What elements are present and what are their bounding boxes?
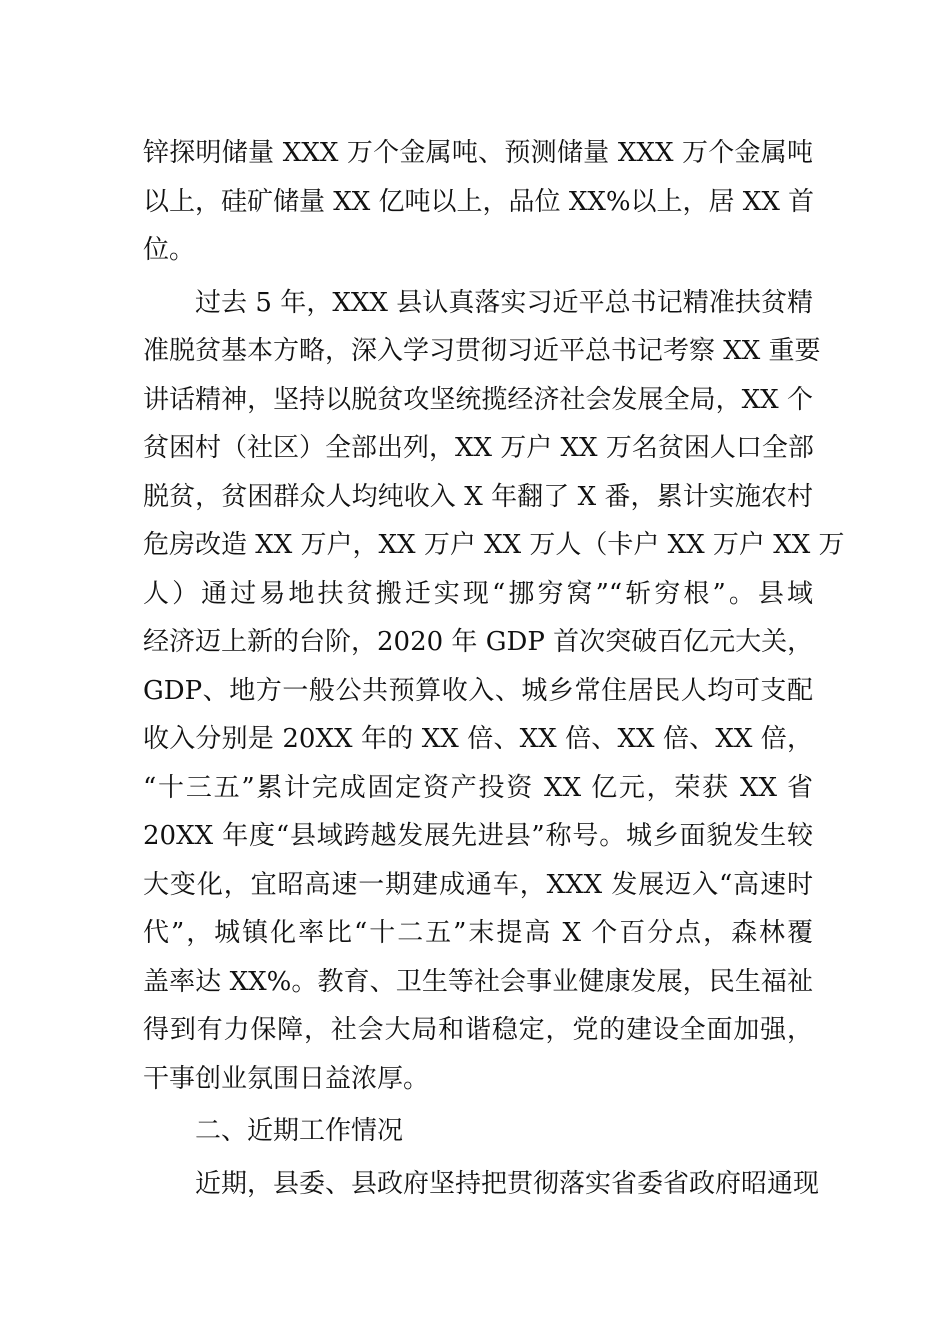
text-line: 贫困村（社区）全部出列，XX 万户 XX 万名贫困人口全部 <box>143 433 814 463</box>
text-line: 危房改造 XX 万户，XX 万户 XX 万人（卡户 XX 万户 XX 万 <box>143 530 845 560</box>
document-body <box>143 129 845 1208</box>
text-line: 讲话精神，坚持以脱贫攻坚统揽经济社会发展全局，XX 个 <box>143 384 813 415</box>
paragraph <box>143 129 813 275</box>
text-line: GDP、地方一般公共预算收入、城乡常住居民人均可支配 <box>143 675 813 706</box>
text-line: 盖率达 XX%。教育、卫生等社会事业健康发展，民生福祉 <box>143 966 813 997</box>
text-line: 锌探明储量 XXX 万个金属吨、预测储量 XXX 万个金属吨 <box>143 138 813 168</box>
text-line: 经济迈上新的台阶，2020 年 GDP 首次突破百亿元大关， <box>143 627 814 657</box>
text-line: 准脱贫基本方略，深入学习贯彻习近平总书记考察 XX 重要 <box>143 336 821 366</box>
text-line: 大变化，宜昭高速一期建成通车，XXX 发展迈入“高速时 <box>143 869 813 900</box>
text-line: 代”，城镇化率比“十二五”末提高 X 个百分点，森林覆 <box>143 918 813 948</box>
text-line: 过去 5 年，XXX 县认真落实习近平总书记精准扶贫精 <box>195 287 813 318</box>
paragraph <box>143 279 845 1104</box>
text-line: 位。 <box>143 235 196 265</box>
text-line: 得到有力保障，社会大局和谐稳定，党的建设全面加强， <box>143 1015 813 1045</box>
text-line: “十三五”累计完成固定资产投资 XX 亿元，荣获 XX 省 <box>143 772 813 803</box>
section-heading <box>143 1107 813 1156</box>
text-line: 20XX 年度“县域跨越发展先进县”称号。城乡面貌发生较 <box>143 821 813 851</box>
text-line: 二、近期工作情况 <box>195 1116 404 1146</box>
text-line: 以上，硅矿储量 XX 亿吨以上，品位 XX%以上，居 XX 首 <box>143 186 815 217</box>
text-line: 近期，县委、县政府坚持把贯彻落实省委省政府昭通现 <box>195 1168 820 1199</box>
text-line: 收入分别是 20XX 年的 XX 倍、XX 倍、XX 倍、XX 倍， <box>143 724 813 754</box>
paragraph <box>143 1160 820 1209</box>
text-line: 干事创业氛围日益浓厚。 <box>143 1063 430 1094</box>
text-line: 人）通过易地扶贫搬迁实现“挪穷窝”“斩穷根”。县域 <box>143 578 813 609</box>
text-line: 脱贫，贫困群众人均纯收入 X 年翻了 X 番，累计实施农村 <box>143 481 813 512</box>
